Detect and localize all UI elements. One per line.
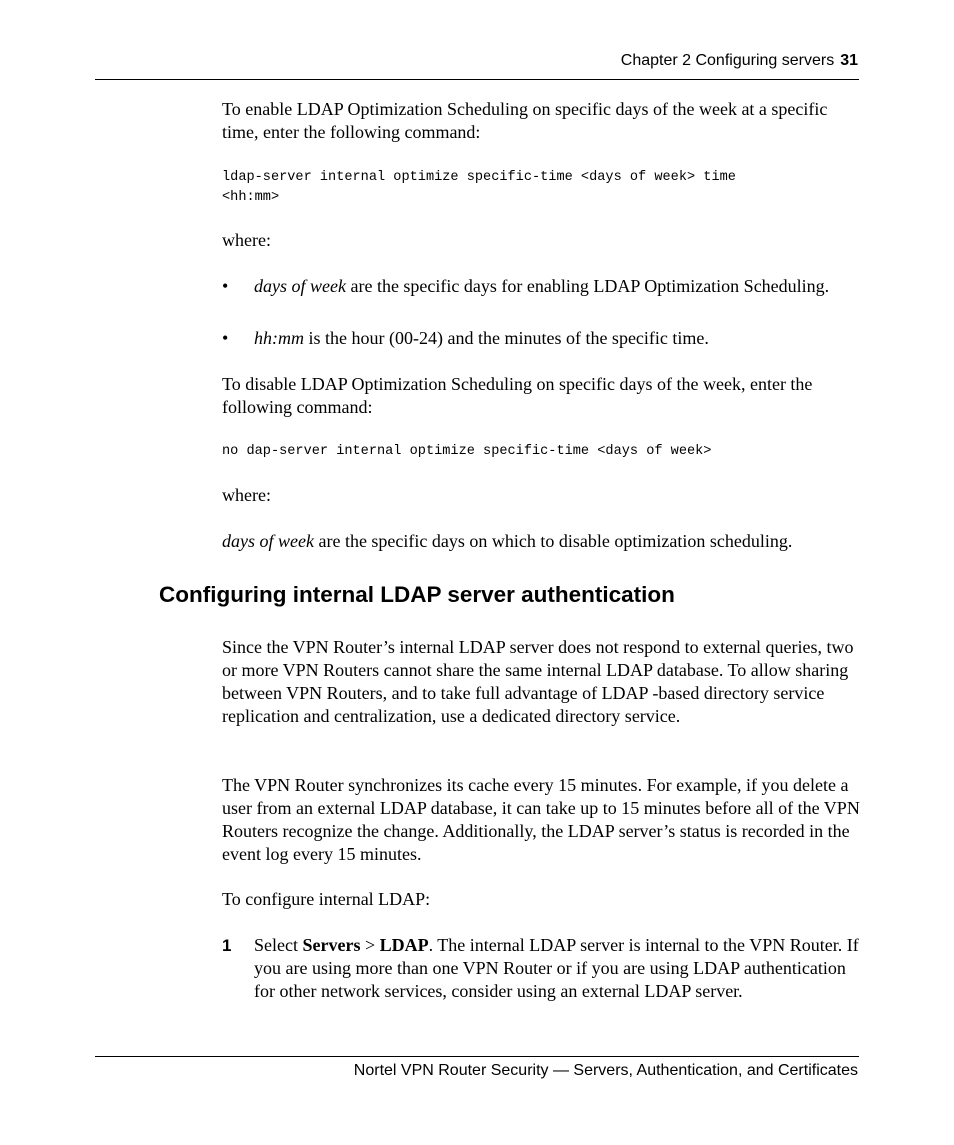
command-disable: no dap-server internal optimize specific-time <days of week>	[222, 444, 712, 459]
bullet-term: hh:mm	[254, 328, 304, 348]
definition-term: days of week	[222, 531, 314, 551]
bullet-mark: •	[222, 276, 229, 296]
page-header	[95, 50, 858, 72]
intro-enable-paragraph: To enable LDAP Optimization Scheduling on specific days of the week at a specific time, enter the following command:	[222, 99, 828, 142]
where-label-2: where:	[222, 485, 271, 505]
bullet-text: is the hour (00-24) and the minutes of the specific time.	[304, 328, 709, 348]
page-footer: Nortel VPN Router Security — Servers, Authentication, and Certificates	[353, 1062, 858, 1079]
step-number: 1	[222, 936, 232, 955]
days-of-week-definition	[222, 530, 862, 553]
page-number: 31	[840, 52, 858, 69]
menu-separator: >	[360, 935, 380, 955]
step-text-post: . The internal LDAP server is internal to the VPN Router. If you are using more than one VPN Router or if you are using LDAP authentication for other network services, consider using an external LDAP server.	[254, 935, 859, 1001]
bullet-mark: •	[222, 328, 229, 348]
bullet-text: are the specific days for enabling LDAP Optimization Scheduling.	[345, 276, 830, 296]
step-1	[222, 934, 862, 1003]
chapter-title: Chapter 2 Configuring servers	[620, 52, 835, 69]
menu-ldap: LDAP	[379, 935, 429, 955]
bullet-term: days of week	[254, 276, 346, 296]
menu-servers: Servers	[302, 935, 361, 955]
step-text-pre: Select	[254, 935, 303, 955]
where-label-1: where:	[222, 230, 271, 250]
definition-text: are the specific days on which to disable optimization scheduling.	[313, 531, 793, 551]
intro-disable-paragraph: To disable LDAP Optimization Scheduling on specific days of the week, enter the following command:	[222, 374, 813, 417]
footer-rule	[95, 1056, 859, 1057]
section-heading: Configuring internal LDAP server authentication	[159, 582, 675, 607]
bullet-days-of-week	[222, 275, 862, 298]
header-rule	[95, 79, 859, 80]
paragraph-sharing: Since the VPN Router’s internal LDAP server does not respond to external queries, two or more VPN Routers cannot share the same internal LDAP database. To allow sharing between VPN Routers, and to take full advantage of LDAP -based directory service replication and centralization, use a dedicated directory service.	[222, 637, 854, 726]
paragraph-sync: The VPN Router synchronizes its cache every 15 minutes. For example, if you delete a user from an external LDAP database, it can take up to 15 minutes before all of the VPN Routers recognize the change. Additionally, the LDAP server’s status is recorded in the event log every 15 minutes.	[222, 775, 860, 864]
paragraph-configure: To configure internal LDAP:	[222, 889, 431, 909]
command-enable: ldap-server internal optimize specific-time <days of week> time <hh:mm>	[222, 170, 736, 205]
bullet-hh-mm	[222, 327, 862, 350]
